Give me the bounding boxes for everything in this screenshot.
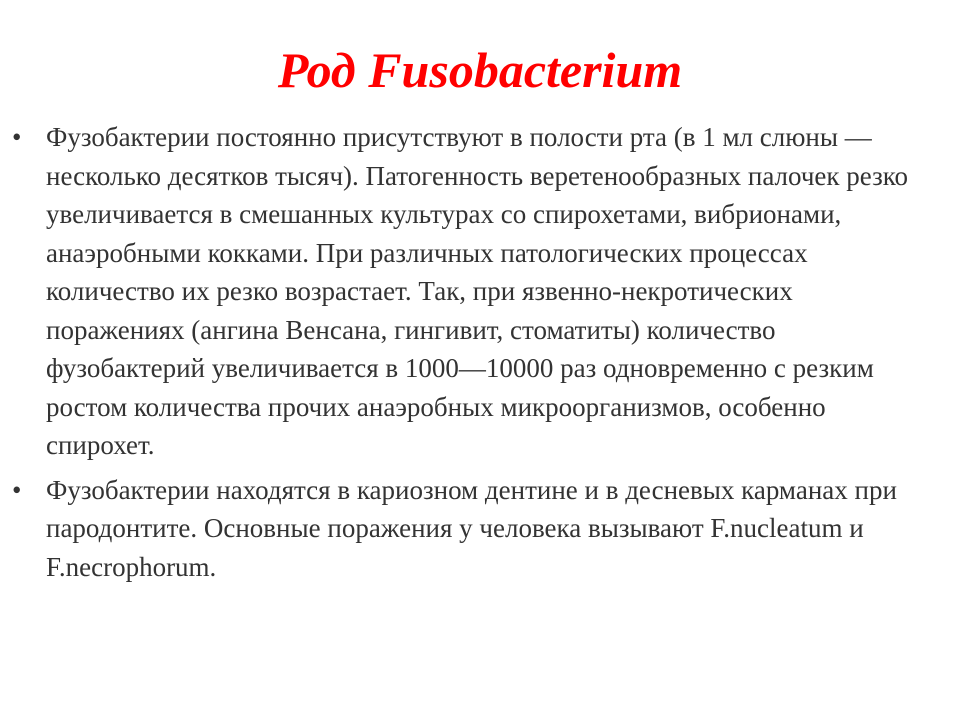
bullet-list [12, 118, 930, 592]
bullet-text: Фузобактерии находятся в кариозном дентине и в десневых карманах при пародонтите. Основные поражения у человека вызывают F.nucleatum и F.necrophorum. [46, 474, 897, 582]
bullet-dot-icon: • [12, 122, 22, 152]
bullet-item-2 [12, 471, 930, 587]
bullet-item-1 [12, 118, 930, 465]
bullet-text: Фузобактерии постоянно присутствуют в полости рта (в 1 мл слюны — несколько десятков тысяч). Патогенность веретенообразных палочек резко увеличивается в смешанных культурах со спирохетами, вибрионами, анаэробными кокками. При различных патологических процессах количество их резко возрастает. Так, при язвенно-некротических поражениях (ангина Венсана, гингивит, стоматиты) количество фузобактерий увеличивается в 1000—10000 раз одновременно с резким ростом количества прочих анаэробных микроорганизмов, особенно спирохет. [46, 122, 908, 460]
bullet-dot-icon: • [12, 474, 22, 505]
slide-title: Род Fusobacterium [277, 42, 683, 98]
